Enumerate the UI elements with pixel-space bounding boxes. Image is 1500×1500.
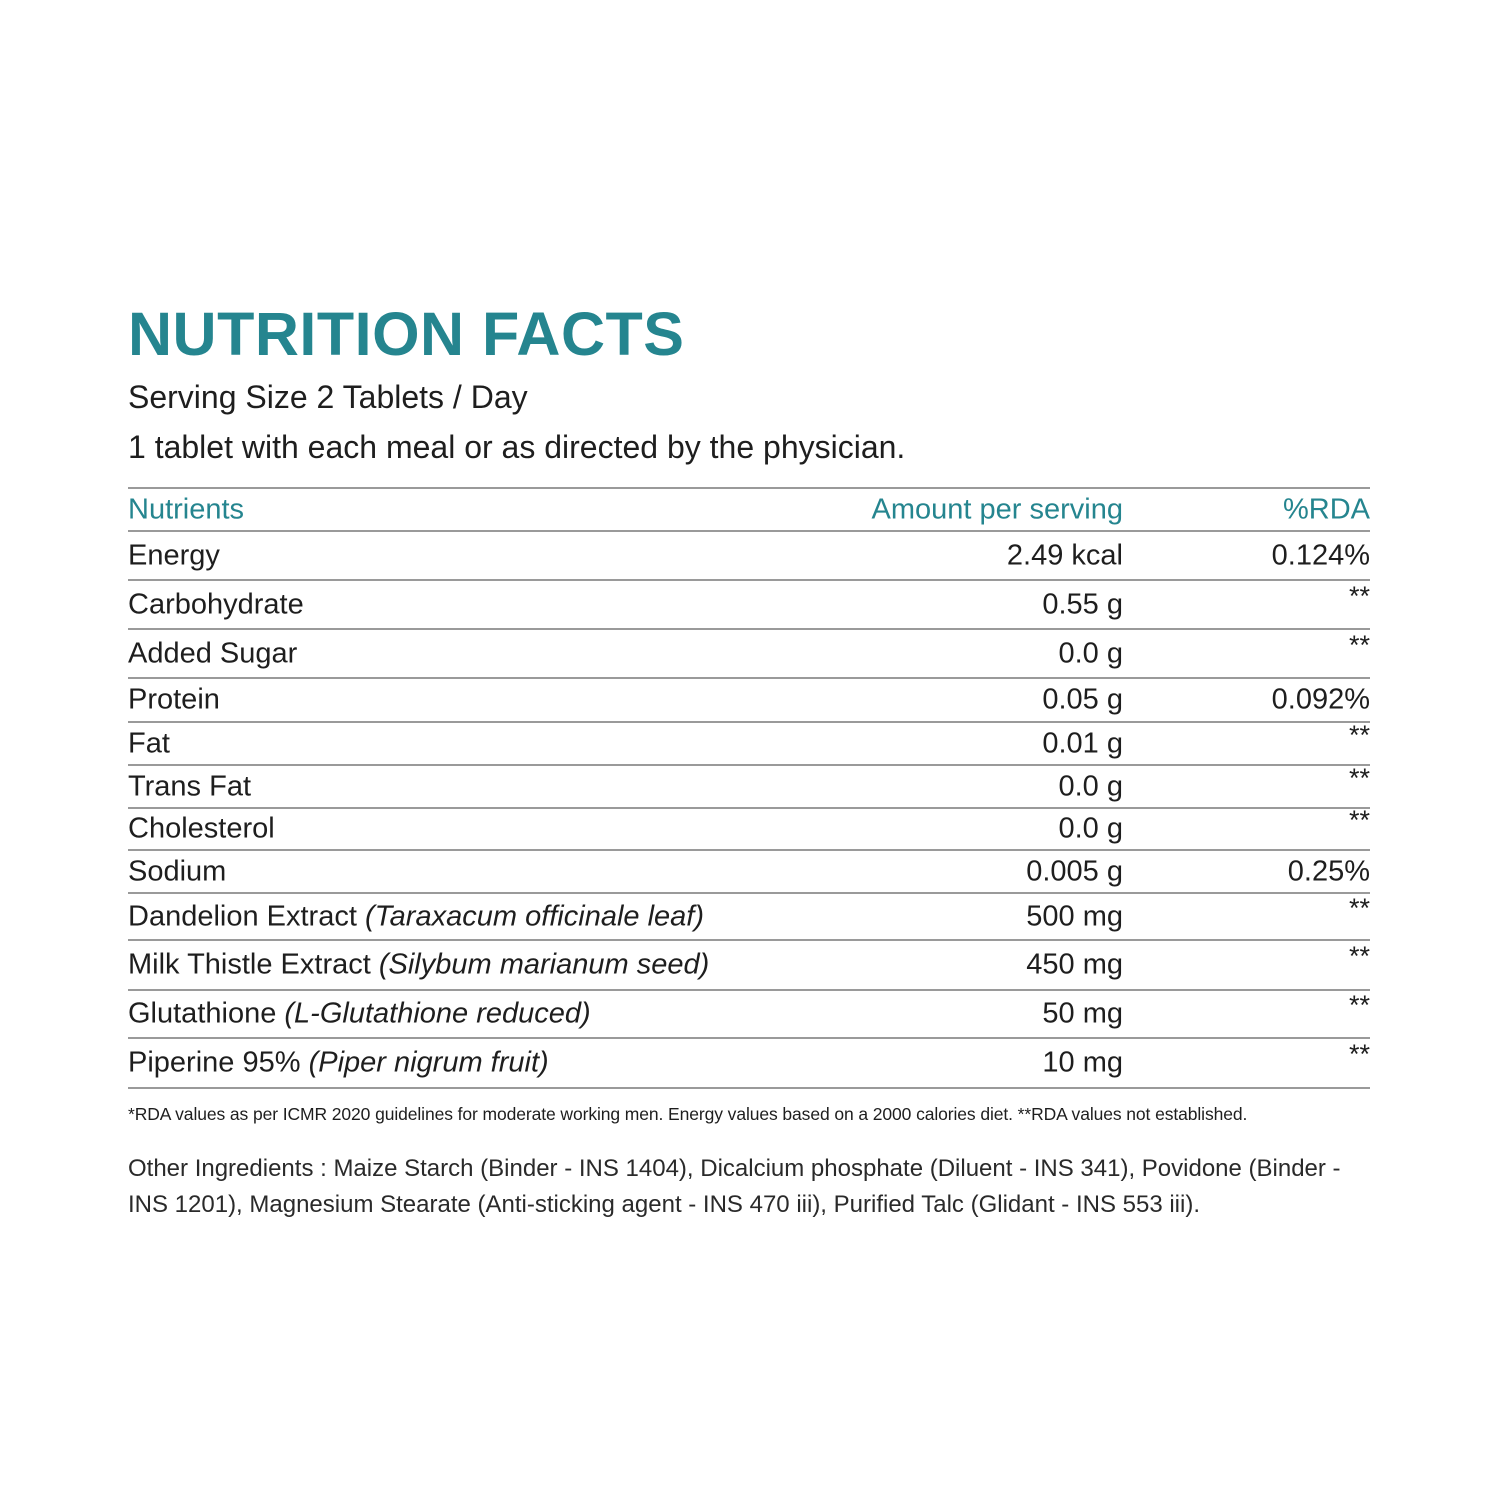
table-row [128,991,1370,1039]
nutrient-amount: 10 mg [1042,1046,1123,1079]
nutrient-name: Glutathione (L-Glutathione reduced) [128,997,591,1030]
nutrient-rda: 0.25% [1287,855,1370,887]
table-row [128,581,1370,630]
nutrient-amount: 50 mg [1042,997,1123,1030]
nutrient-rda: ** [1348,719,1370,750]
table-row [128,941,1370,991]
nutrient-amount: 0.01 g [1042,727,1123,759]
rda-footnote: *RDA values as per ICMR 2020 guidelines for moderate working men. Energy values based on a 2000 calories diet. **RDA values not established. [128,1104,1248,1124]
nutrient-name: Energy [128,539,220,571]
nutrient-name: Piperine 95% (Piper nigrum fruit) [128,1046,549,1079]
table-row [128,1039,1370,1089]
nutrient-rda: ** [1348,804,1370,835]
header-rda: %RDA [1282,493,1370,525]
nutrient-rda: ** [1348,892,1370,923]
table-row [128,894,1370,941]
nutrient-amount: 0.005 g [1026,855,1123,887]
nutrient-name: Milk Thistle Extract (Silybum marianum seed) [128,948,710,981]
nutrient-name: Cholesterol [128,812,275,845]
nutrition-table [128,487,1370,1089]
table-row [128,532,1370,581]
nutrition-facts-panel [128,296,1372,1247]
nutrient-name: Added Sugar [128,637,298,669]
nutrient-name: Dandelion Extract (Taraxacum officinale leaf) [128,900,704,932]
header-nutrients: Nutrients [128,493,245,525]
nutrient-name: Sodium [128,855,227,887]
other-ingredients: Other Ingredients : Maize Starch (Binder - INS 1404), Dicalcium phosphate (Diluent - INS 341), Povidone (Binder - INS 1201), Magnesium Stearate (Anti-sticking agent - INS 470 iii), Purified Talc (Glidant - INS 553 iii). [128,1155,1341,1218]
nutrient-name: Protein [128,683,220,716]
nutrient-rda: 0.124% [1271,539,1370,571]
nutrient-amount: 0.0 g [1058,770,1123,802]
nutrient-name: Carbohydrate [128,588,304,620]
nutrient-name: Trans Fat [128,770,252,802]
table-row [128,762,1370,809]
directions: 1 tablet with each meal or as directed by the physician. [128,429,906,465]
table-row [128,719,1370,766]
nutrient-rda: ** [1348,989,1370,1020]
serving-size: Serving Size 2 Tablets / Day [128,379,528,415]
nutrient-rda: ** [1348,1038,1370,1069]
table-row [128,679,1370,723]
nutrient-amount: 0.0 g [1058,637,1123,669]
nutrient-rda: ** [1348,940,1370,971]
nutrient-rda: ** [1348,580,1370,611]
nutrient-rda: ** [1348,762,1370,793]
table-row [128,851,1370,894]
nutrient-amount: 0.55 g [1042,588,1123,620]
nutrient-name: Fat [128,727,170,759]
table-row [128,804,1370,851]
header-amount: Amount per serving [871,493,1123,525]
table-header-row [128,489,1370,532]
nutrient-amount: 0.0 g [1058,812,1123,845]
nutrient-amount: 450 mg [1026,948,1123,981]
nutrient-amount: 2.49 kcal [1006,539,1123,571]
nutrient-rda: 0.092% [1271,683,1370,716]
nutrient-amount: 500 mg [1026,900,1123,932]
nutrient-amount: 0.05 g [1042,683,1123,716]
table-row [128,630,1370,679]
nutrient-rda: ** [1348,629,1370,660]
page-title: NUTRITION FACTS [128,300,685,368]
